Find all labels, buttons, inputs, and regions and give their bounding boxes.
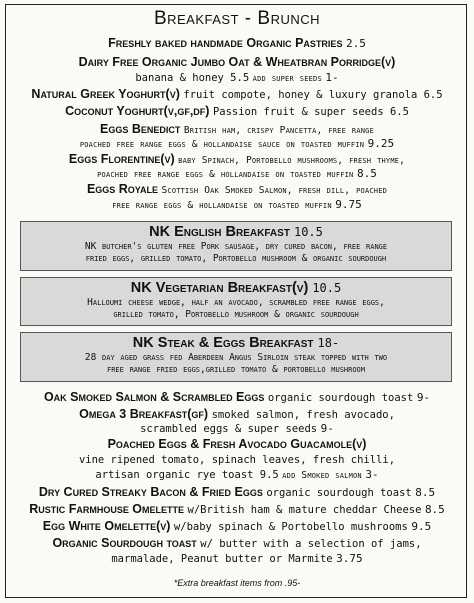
box-steak-eggs — [20, 332, 452, 382]
item-desc: Passion fruit & super seeds 6.5 — [212, 106, 409, 118]
item-salmon-scrambled — [0, 390, 474, 406]
box-price: 10.5 — [293, 225, 323, 239]
item-desc: smoked salmon, fresh avocado, — [211, 409, 395, 421]
item-price: 9.5 — [411, 520, 432, 533]
item-desc: poached free range eggs & hollandaise sauce on toasted muffin — [79, 139, 365, 150]
item-name: Omega 3 Breakfast(gf) — [79, 407, 209, 421]
item-omega-desc — [0, 421, 474, 437]
item-bacon-eggs — [0, 485, 474, 501]
item-extra: add super seeds — [252, 73, 322, 84]
item-price: 8.5 — [356, 167, 377, 180]
item-sourdough-toast — [0, 536, 474, 552]
item-name: Dry Cured Streaky Bacon & Fried Eggs — [38, 485, 263, 499]
item-extra-price: 1- — [325, 71, 339, 84]
item-florentine-desc — [0, 166, 474, 182]
menu-title: Breakfast - Brunch — [153, 8, 321, 29]
item-price: 9.25 — [367, 137, 395, 150]
item-porridge-desc — [0, 70, 474, 86]
box-desc-line1: Halloumi cheese wedge, half an avocado, scrambled free range eggs, — [87, 297, 385, 308]
item-desc: w/British ham & mature cheddar Cheese — [187, 504, 422, 516]
item-name: Rustic Farmhouse Omelette — [29, 502, 185, 516]
item-guacamole-desc1 — [0, 452, 474, 468]
item-name: Eggs Florentine(v) — [68, 152, 175, 166]
item-greek-yoghurt — [0, 87, 474, 103]
item-desc: marmalade, Peanut butter or Marmite — [111, 553, 333, 565]
item-extra-price: 3- — [365, 468, 379, 481]
item-benedict-desc — [0, 136, 474, 152]
box-title — [21, 335, 451, 352]
item-coconut-yoghurt — [0, 104, 474, 120]
item-egg-white-omelette — [0, 519, 474, 535]
item-desc: free range eggs & hollandaise on toasted muffin — [112, 200, 332, 211]
item-desc: banana & honey 5.5 — [135, 72, 250, 84]
item-name: Eggs Benedict — [100, 122, 181, 136]
item-price: 9.75 — [335, 198, 362, 211]
item-extra: add Smoked salmon — [282, 470, 362, 481]
item-desc: organic sourdough toast — [266, 487, 412, 499]
item-name: Natural Greek Yoghurt(v) — [31, 87, 180, 101]
item-desc: organic sourdough toast — [267, 392, 414, 404]
item-rustic-omelette — [0, 502, 474, 518]
item-price: 3.75 — [336, 552, 363, 565]
item-guacamole — [0, 437, 474, 452]
box-price: 18- — [317, 336, 340, 350]
item-desc: baby Spinach, Portobello mushrooms, fresh thyme, — [178, 155, 406, 166]
item-name: Egg White Omelette(v) — [42, 519, 171, 533]
box-vegetarian-breakfast — [20, 277, 452, 326]
item-royale — [0, 182, 474, 198]
item-price: 9- — [320, 422, 334, 435]
item-desc: British ham, crispy Pancetta, free range — [183, 125, 374, 136]
item-sourdough-desc — [0, 551, 474, 567]
box-desc-line2: grilled tomato, Portobello mushroom & organic sourdough — [113, 309, 359, 320]
box-desc-line1: 28 day aged grass fed Aberdeen Angus Sirloin steak topped with two — [84, 352, 388, 363]
item-name: Coconut Yoghurt(v,gf,df) — [65, 104, 210, 118]
item-desc: fruit compote, honey & luxury granola 6.5 — [183, 89, 443, 101]
item-name: Oak Smoked Salmon & Scrambled Eggs — [43, 390, 265, 404]
item-price: 9- — [416, 391, 431, 404]
footer-note: *Extra breakfast items from .95- — [173, 578, 301, 588]
item-name: Dairy Free Organic Jumbo Oat & Wheatbran Porridge(v) — [78, 55, 396, 69]
item-guacamole-desc2 — [0, 467, 474, 483]
box-price: 10.5 — [312, 281, 342, 295]
item-price: 2.5 — [345, 37, 366, 50]
item-desc: scrambled eggs & super seeds — [140, 423, 318, 435]
box-title-text: NK Steak & Eggs Breakfast — [132, 335, 314, 351]
item-porridge — [0, 55, 474, 70]
box-english-breakfast — [20, 221, 452, 271]
box-desc-line2: fried eggs, grilled tomato, Portobello mushroom & organic sourdough — [85, 253, 387, 264]
box-title-text: NK English Breakfast — [149, 224, 290, 240]
item-name: Freshly baked handmade Organic Pastries — [108, 36, 343, 50]
item-desc: vine ripened tomato, spinach leaves, fresh chilli, — [78, 454, 396, 466]
item-name: Eggs Royale — [86, 182, 158, 196]
item-name: Organic Sourdough toast — [52, 536, 197, 550]
item-price: 8.5 — [415, 486, 436, 499]
item-pastries — [0, 36, 474, 51]
item-desc: poached free range eggs & hollandaise on toasted muffin — [97, 169, 354, 180]
item-desc: Scottish Oak Smoked Salmon, fresh dill, poached — [161, 185, 388, 196]
item-desc: w/baby spinach & Portobello mushrooms — [173, 521, 408, 533]
item-royale-desc — [0, 197, 474, 213]
box-title — [21, 280, 451, 297]
box-title-text: NK Vegetarian Breakfast(v) — [130, 280, 309, 296]
item-price: 8.5 — [424, 503, 445, 516]
item-desc: w/ butter with a selection of jams, — [200, 538, 422, 550]
box-title — [21, 224, 451, 241]
item-desc: artisan organic rye toast 9.5 — [95, 469, 279, 481]
item-name: Poached Eggs & Fresh Avocado Guacamole(v) — [107, 437, 367, 451]
box-desc-line2: free range fried eggs,grilled tomato & portobello mushroom — [107, 364, 365, 375]
box-desc-line1: NK butcher's gluten free Pork sausage, dry cured bacon, free range — [84, 241, 388, 252]
